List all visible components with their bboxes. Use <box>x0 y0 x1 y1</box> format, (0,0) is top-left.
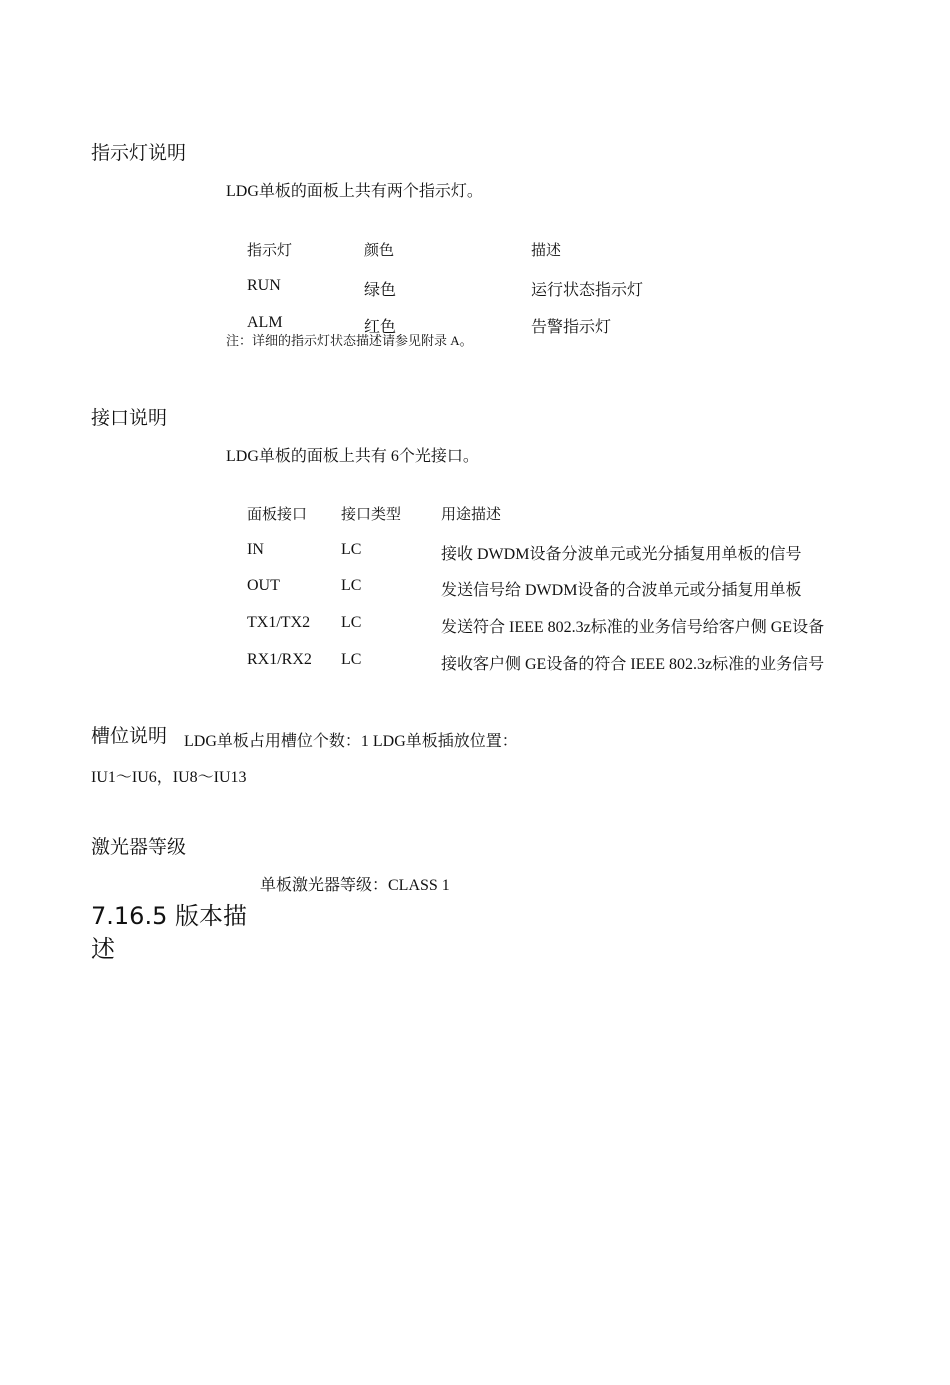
interface-intro: LDG单板的面板上共有 6个光接口。 <box>226 448 479 465</box>
interface-cell: 发送符合 IEEE 802.3z标准的业务信号给客户侧 GE设备 <box>441 619 825 636</box>
indicator-header-desc: 描述 <box>531 241 562 259</box>
indicator-cell: 红色 <box>364 319 397 336</box>
slot-section-heading: 槽位说明 <box>91 725 168 747</box>
interface-header-port: 面板接口 <box>247 505 308 523</box>
interface-header-usage: 用途描述 <box>441 505 502 523</box>
interface-section-heading: 接口说明 <box>91 407 168 429</box>
interface-cell: IN <box>247 541 264 558</box>
interface-cell: RX1/RX2 <box>247 651 312 668</box>
indicator-section-heading: 指示灯说明 <box>91 142 187 164</box>
interface-cell: LC <box>341 651 362 668</box>
indicator-cell: 告警指示灯 <box>531 319 612 336</box>
indicator-intro: LDG单板的面板上共有两个指示灯。 <box>226 183 483 200</box>
interface-cell: 接收 DWDM设备分波单元或光分插复用单板的信号 <box>441 546 802 563</box>
indicator-cell: RUN <box>247 277 281 294</box>
indicator-cell: 绿色 <box>364 282 397 299</box>
version-section-heading: 7.16.5 版本描述 <box>91 902 247 963</box>
indicator-note: 注：详细的指示灯状态描述请参见附录 A。 <box>226 333 473 348</box>
indicator-header-name: 指示灯 <box>247 241 293 259</box>
interface-header-type: 接口类型 <box>341 505 402 523</box>
interface-cell: TX1/TX2 <box>247 614 311 631</box>
interface-cell: LC <box>341 541 362 558</box>
interface-cell: OUT <box>247 577 280 594</box>
slot-line-2: IU1～IU6，IU8～IU13 <box>91 769 247 786</box>
indicator-header-color: 颜色 <box>364 241 395 259</box>
interface-cell: 接收客户侧 GE设备的符合 IEEE 802.3z标准的业务信号 <box>441 656 825 673</box>
interface-cell: 发送信号给 DWDM设备的合波单元或分插复用单板 <box>441 582 802 599</box>
interface-cell: LC <box>341 577 362 594</box>
indicator-cell: 运行状态指示灯 <box>531 282 644 299</box>
interface-cell: LC <box>341 614 362 631</box>
indicator-cell: ALM <box>247 314 283 331</box>
laser-class-text: 单板激光器等级：CLASS 1 <box>260 877 450 894</box>
laser-section-heading: 激光器等级 <box>91 836 187 858</box>
slot-line-1: LDG单板占用槽位个数：1 LDG单板插放位置： <box>184 733 518 750</box>
